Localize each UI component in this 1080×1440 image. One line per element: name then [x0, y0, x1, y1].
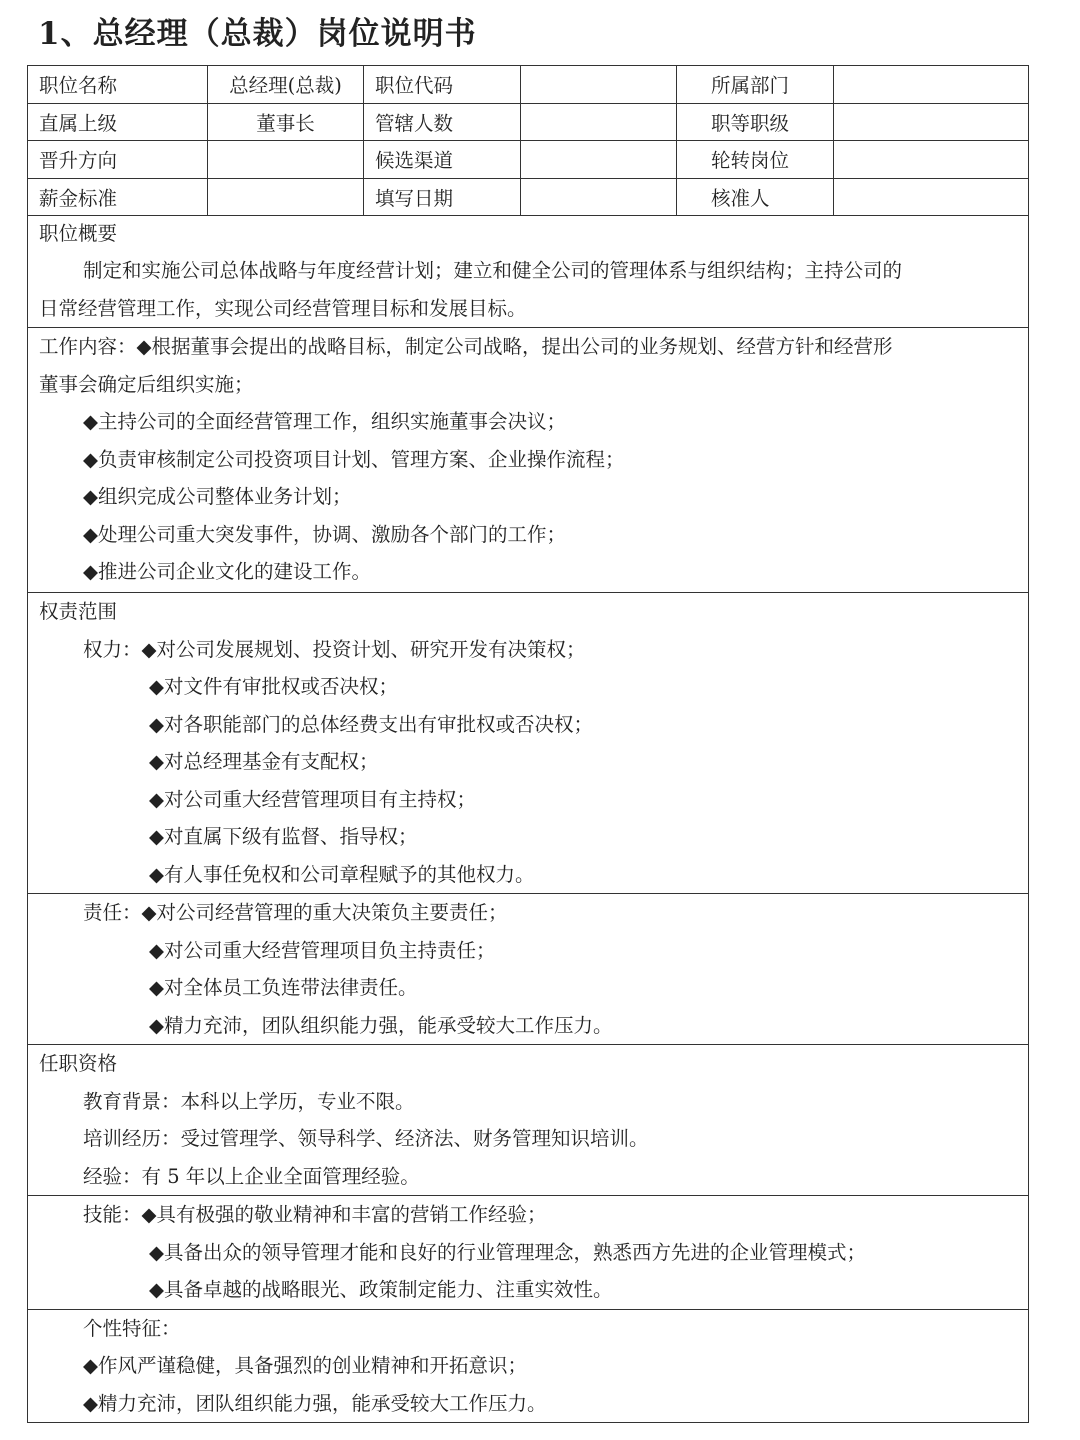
experience-text: 经验：有 5 年以上企业全面管理经验。 [83, 1164, 420, 1188]
salary-value [208, 178, 364, 216]
skills-item: ◆具备卓越的战略眼光、政策制定能力、注重实效性。 [149, 1278, 613, 1301]
personality-item: ◆作风严谨稳健，具备强烈的创业精神和开拓意识； [83, 1354, 527, 1377]
department-value [834, 66, 1029, 104]
overview-section [28, 216, 1029, 328]
work-item: ◆负责审核制定公司投资项目计划、管理方案、企业操作流程； [83, 447, 625, 471]
authority-section [28, 593, 1029, 894]
responsibility-item: ◆对公司重大经营管理项目负主持责任； [149, 938, 496, 962]
work-item: ◆推进公司企业文化的建设工作。 [83, 560, 371, 583]
responsibility-item: ◆精力充沛，团队组织能力强，能承受较大工作压力。 [149, 1013, 613, 1037]
header-row-superior [28, 103, 1029, 141]
work-section [28, 328, 1029, 593]
grade-value [834, 103, 1029, 141]
channel-label: 候选渠道 [364, 141, 521, 179]
rotation-value [834, 141, 1029, 179]
responsibility-item: ◆对全体员工负连带法律责任。 [149, 976, 418, 999]
superior-value: 董事长 [208, 103, 364, 141]
job-description-table [27, 65, 1029, 1423]
work-item: ◆组织完成公司整体业务计划； [83, 485, 352, 508]
qualification-section [28, 1045, 1029, 1196]
rotation-label: 轮转岗位 [677, 141, 834, 179]
authority-label: 权力： [83, 637, 142, 661]
work-line: 董事会确定后组织实施； [39, 372, 254, 396]
overview-line: 制定和实施公司总体战略与年度经营计划；建立和健全公司的管理体系与组织结构；主持公司的 [83, 259, 903, 282]
promotion-value [208, 141, 364, 179]
qualification-heading: 任职资格 [39, 1052, 118, 1075]
personality-item: ◆精力充沛，团队组织能力强，能承受较大工作压力。 [83, 1391, 547, 1415]
authority-item: ◆对总经理基金有支配权； [149, 750, 379, 773]
skills-label: 技能： [83, 1203, 142, 1226]
authority-item: ◆对直属下级有监督、指导权； [149, 825, 418, 848]
authority-item: ◆对公司发展规划、投资计划、研究开发有决策权； [141, 637, 586, 661]
authority-heading: 权责范围 [39, 600, 118, 623]
personality-heading: 个性特征： [83, 1316, 181, 1340]
position-name-label: 职位名称 [28, 66, 208, 104]
channel-value [521, 141, 677, 179]
fill-date-label: 填写日期 [364, 178, 521, 216]
position-code-label: 职位代码 [364, 66, 521, 104]
superior-label: 直属上级 [28, 103, 208, 141]
position-code-value [521, 66, 677, 104]
skills-section [28, 1196, 1029, 1310]
position-name-value: 总经理(总裁) [208, 66, 364, 104]
personality-section [28, 1309, 1029, 1423]
training-text: 培训经历：受过管理学、领导科学、经济法、财务管理知识培训。 [83, 1127, 649, 1150]
page-title: 1、总经理（总裁）岗位说明书 [38, 16, 477, 52]
work-line: 工作内容：◆根据董事会提出的战略目标，制定公司战略，提出公司的业务规划、经营方针和经营形 [39, 335, 893, 358]
skills-item: ◆具有极强的敬业精神和丰富的营销工作经验； [141, 1203, 547, 1226]
responsibility-label: 责任： [83, 901, 142, 924]
authority-item: ◆对公司重大经营管理项目有主持权； [149, 787, 476, 811]
authority-item: ◆对各职能部门的总体经费支出有审批权或否决权； [149, 712, 593, 736]
header-row-promotion [28, 141, 1029, 179]
headcount-label: 管辖人数 [364, 103, 521, 141]
headcount-value [521, 103, 677, 141]
overview-line: 日常经营管理工作，实现公司经营管理目标和发展目标。 [39, 296, 527, 320]
overview-heading: 职位概要 [39, 222, 118, 245]
header-row-salary [28, 178, 1029, 216]
header-row-position [28, 66, 1029, 104]
salary-label: 薪金标准 [28, 178, 208, 216]
approver-value [834, 178, 1029, 216]
work-item: ◆主持公司的全面经营管理工作，组织实施董事会决议； [83, 410, 566, 433]
skills-item: ◆具备出众的领导管理才能和良好的行业管理理念，熟悉西方先进的企业管理模式； [149, 1240, 866, 1264]
education-text: 教育背景：本科以上学历，专业不限。 [83, 1089, 415, 1113]
department-label: 所属部门 [677, 66, 834, 104]
authority-item: ◆对文件有审批权或否决权； [149, 675, 398, 698]
approver-label: 核准人 [677, 178, 834, 216]
grade-label: 职等职级 [677, 103, 834, 141]
responsibility-item: ◆对公司经营管理的重大决策负主要责任； [141, 901, 508, 924]
promotion-label: 晋升方向 [28, 141, 208, 179]
work-item: ◆处理公司重大突发事件，协调、激励各个部门的工作； [83, 522, 566, 546]
authority-item: ◆有人事任免权和公司章程赋予的其他权力。 [149, 862, 535, 886]
responsibility-section [28, 894, 1029, 1045]
fill-date-value [521, 178, 677, 216]
